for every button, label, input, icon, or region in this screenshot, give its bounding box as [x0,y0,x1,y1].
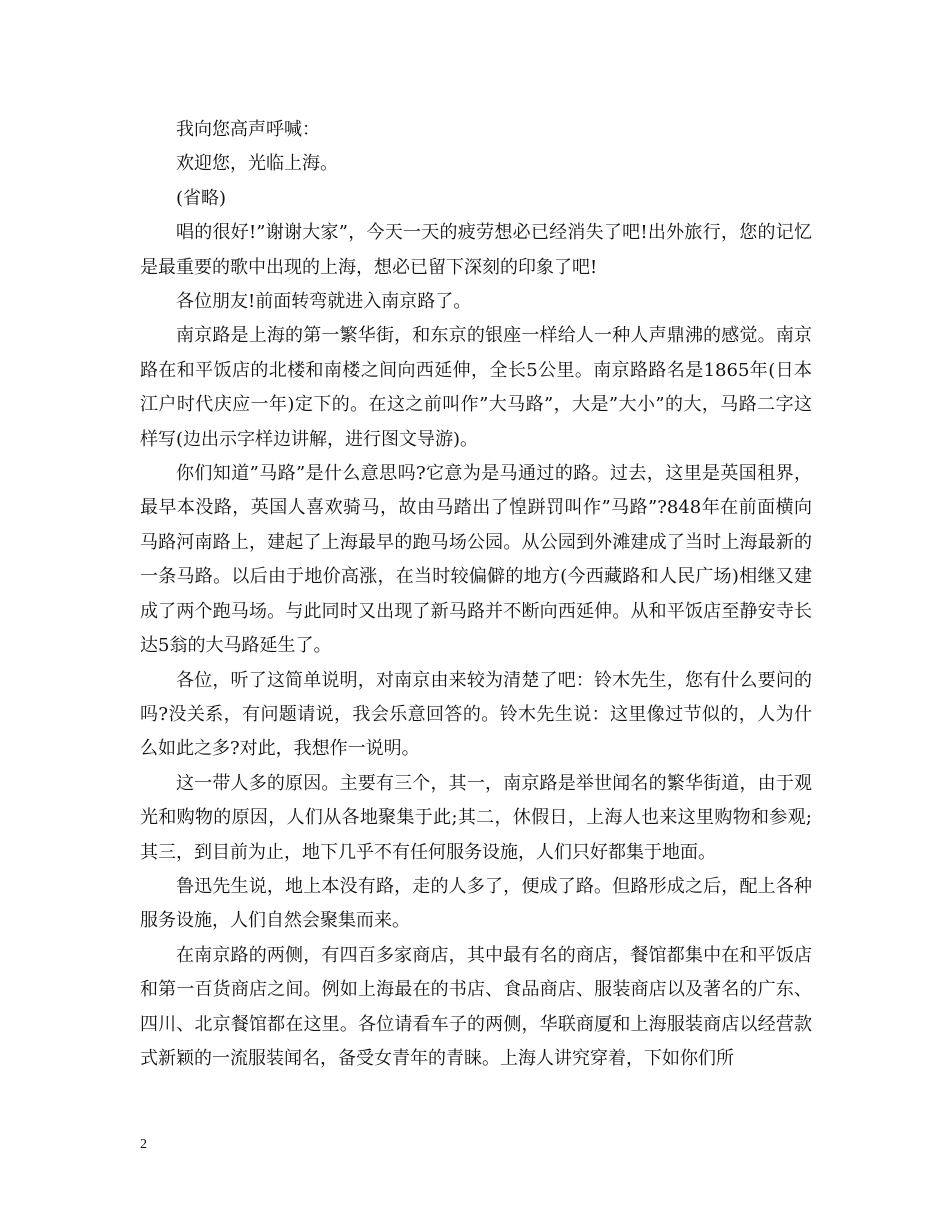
body-text [140,113,812,1076]
paragraph: 各位朋友!前面转弯就进入南京路了。 [176,291,472,313]
paragraph: 在南京路的两侧，有四百多家商店，其中最有名的商店，餐馆都集中在和平饭店和第一百货商店之间。例如上海最在的书店、食品商店、服装商店以及著名的广东、四川、北京餐馆都在这里。各位请看车子的两侧，华联商厦和上海服装商店以经营款式新颖的一流服装闻名，备受女青年的青睐。上海人讲究穿着，下如你们所 [140,944,812,1069]
paragraph: 唱的很好!”谢谢大家”，今天一天的疲劳想必已经消失了吧!出外旅行，您的记忆是最重要的歌中出现的上海，想必已留下深刻的印象了吧! [140,222,812,278]
page-number: 2 [140,1137,147,1152]
paragraph: 你们知道”马路”是什么意思吗?它意为是马通过的路。过去，这里是英国租界，最早本没路，英国人喜欢骑马，故由马踏出了惶跰罚叫作”马路”?848年在前面横向马路河南路上，建起了上海最早的跑马场公园。从公园到外滩建成了当时上海最新的一条马路。以后由于地价高涨，在当时较偏僻的地方(今西藏路和人民广场)相继又建成了两个跑马场。与此同时又出现了新马路并不断向西延伸。从和平饭店至静安寺长达5翁的大马路延生了。 [140,463,812,657]
paragraph: 鲁迅先生说，地上本没有路，走的人多了，便成了路。但路形成之后，配上各种服务设施，人们自然会聚集而来。 [140,875,812,932]
paragraph: 欢迎您，光临上海。 [176,153,338,175]
paragraph: 这一带人多的原因。主要有三个，其一，南京路是举世闻名的繁华街道，由于观光和购物的原因，人们从各地聚集于此;其二，休假日，上海人也来这里购物和参观;其三，到目前为止，地下几乎不有任何服务设施，人们只好都集于地面。 [140,772,812,863]
paragraph: (省略) [176,187,227,209]
paragraph: 我向您高声呼喊： [176,119,320,140]
paragraph: 南京路是上海的第一繁华街，和东京的银座一样给人一种人声鼎沸的感觉。南京路在和平饭店的北楼和南楼之间向西延伸，全长5公里。南京路路名是1865年(日本江户时代庆应一年)定下的。在这之前叫作”大马路”，大是”大小”的大，马路二字这样写(边出示字样边讲解，进行图文导游)。 [140,325,812,450]
paragraph: 各位，听了这简单说明，对南京由来较为清楚了吧：铃木先生，您有什么要问的吗?没关系，有问题请说，我会乐意回答的。铃木先生说：这里像过节似的，人为什么如此之多?对此，我想作一说明。 [140,669,812,760]
